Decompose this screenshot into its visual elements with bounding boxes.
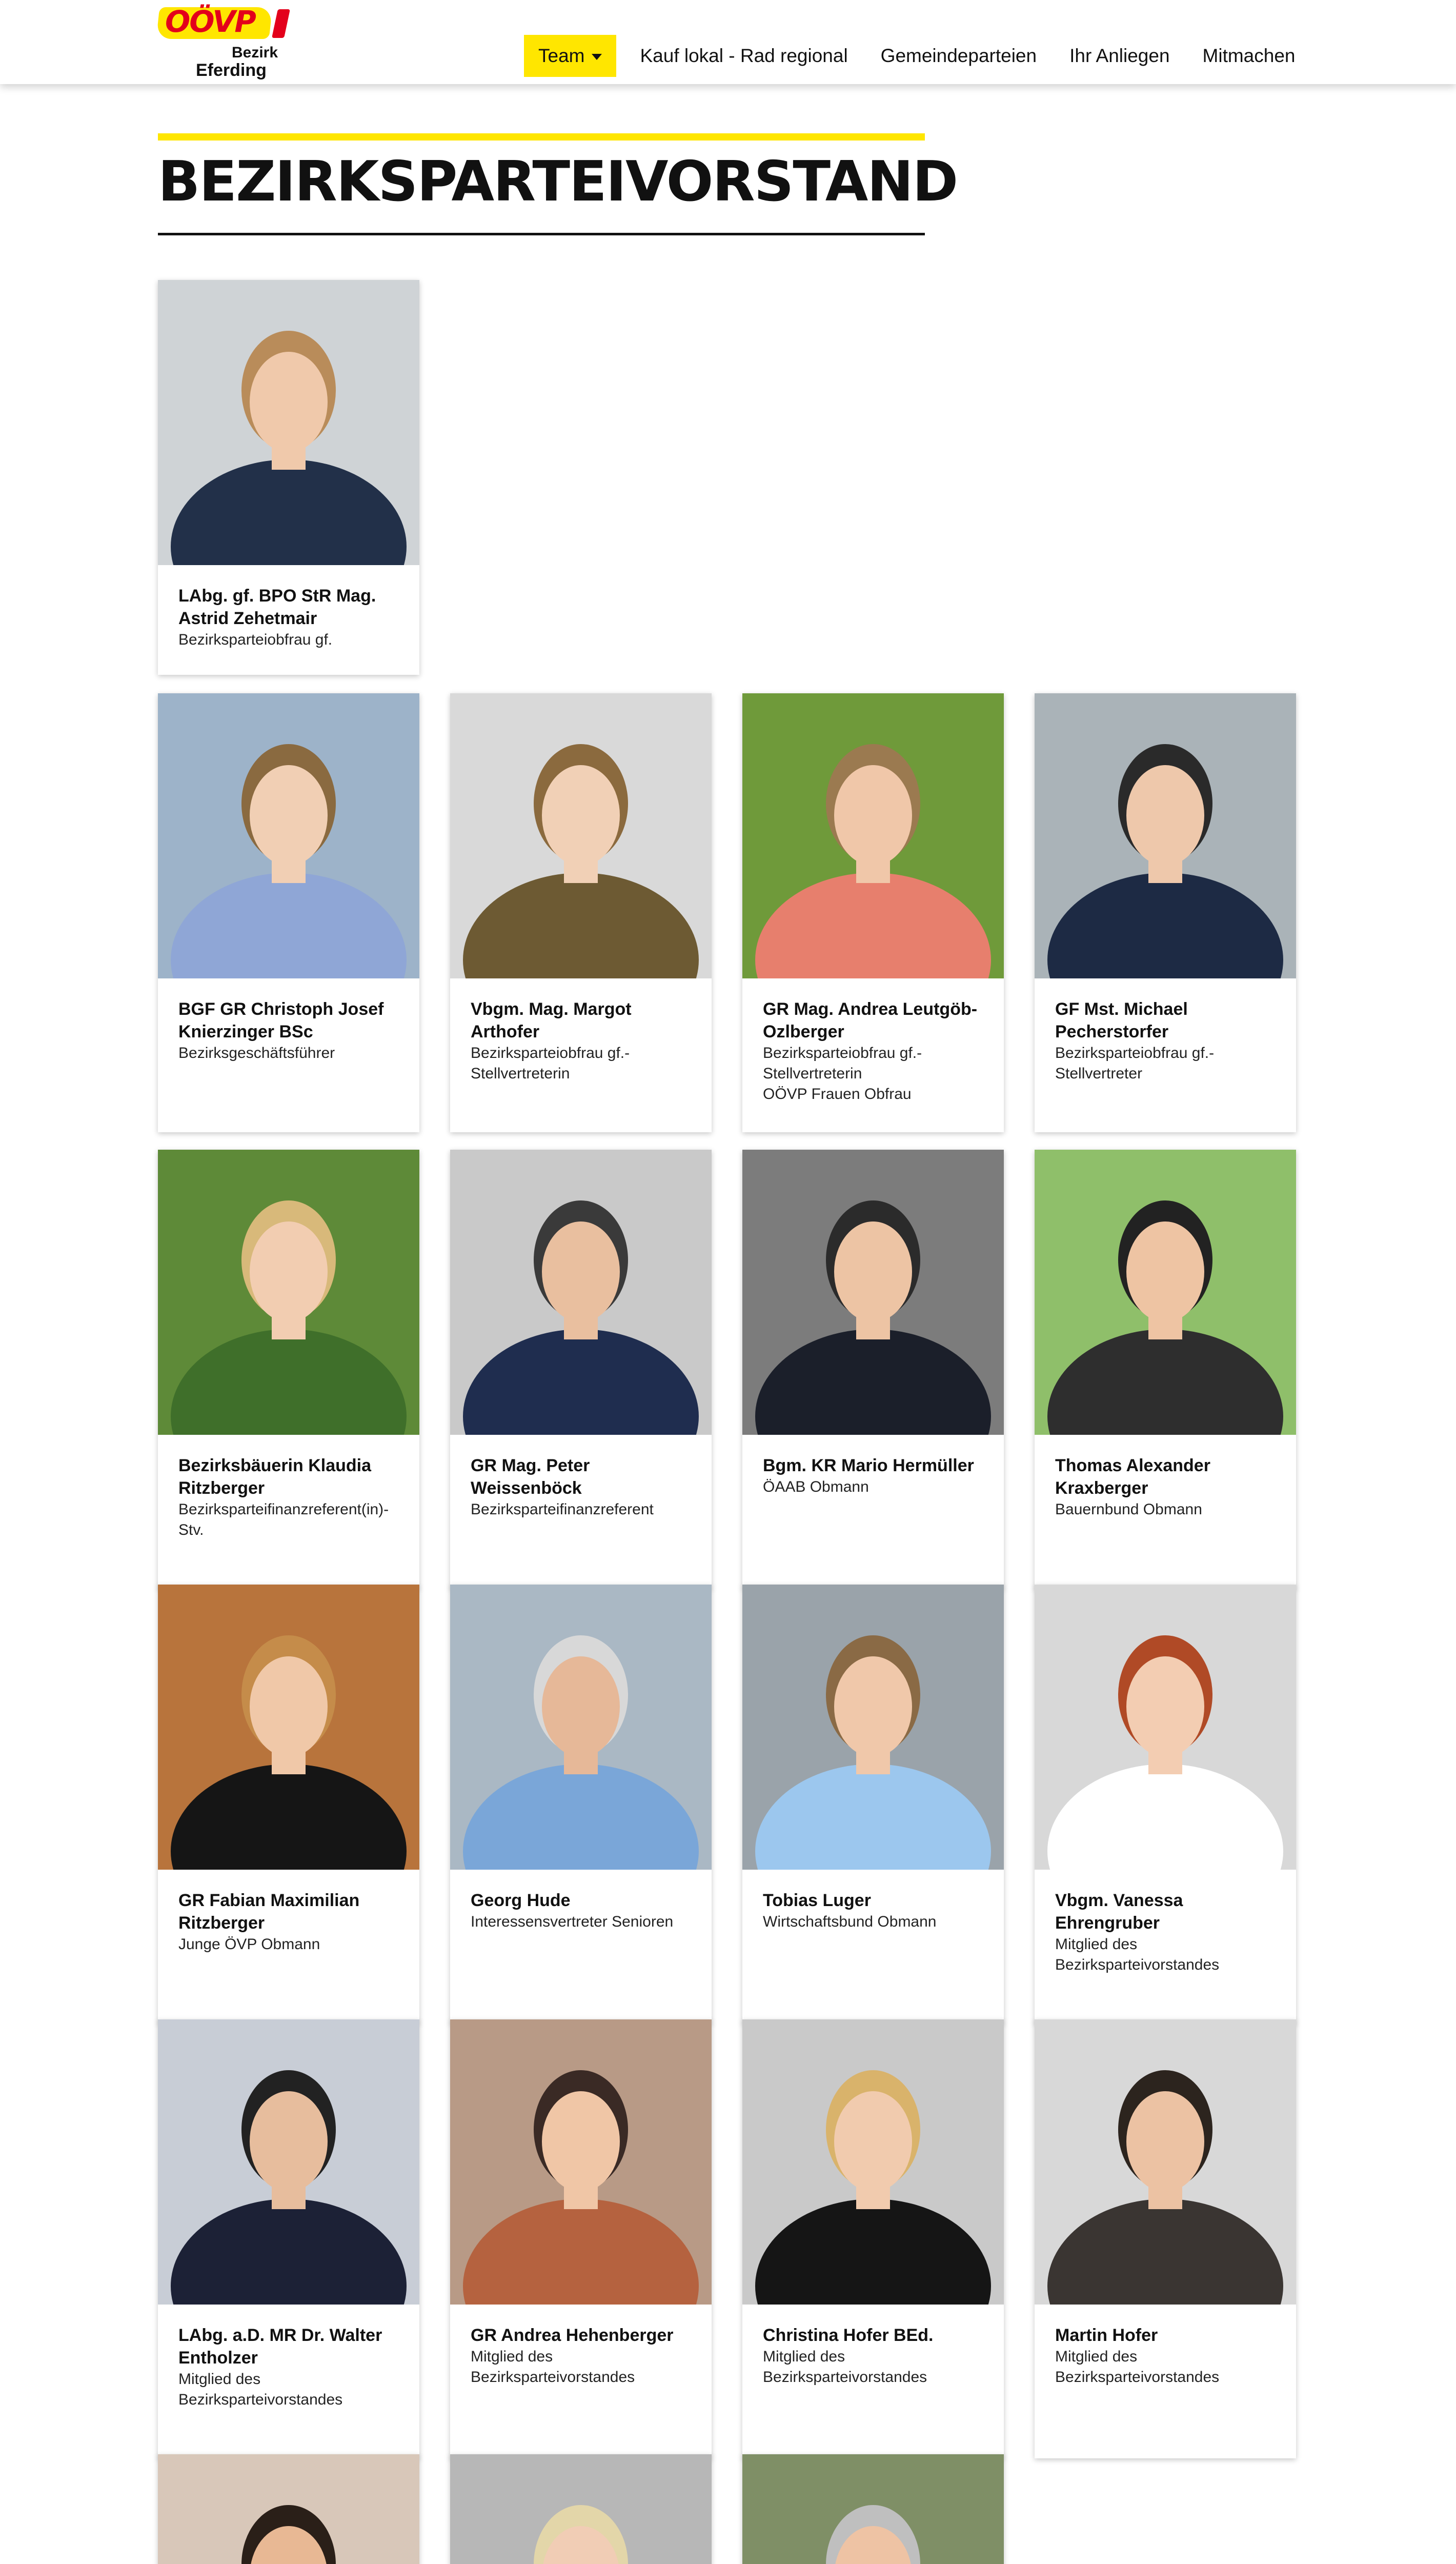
nav-item-kauf-lokal[interactable]: Kauf lokal - Rad regional	[640, 45, 848, 66]
member-name: GR Fabian Maximilian Ritzberger	[178, 1891, 360, 1933]
member-name: GR Andrea Hehenberger	[471, 2326, 674, 2345]
portrait-image	[158, 2454, 419, 2564]
portrait-image	[158, 1585, 419, 1870]
member-name: Tobias Luger	[763, 1891, 871, 1910]
main-nav	[524, 35, 1328, 77]
member-info	[1055, 998, 1281, 1084]
member-info	[763, 1454, 988, 1497]
member-photo	[158, 1150, 419, 1435]
member-name: Bgm. KR Mario Hermüller	[763, 1456, 974, 1475]
page-title: BEZIRKSPARTEIVORSTAND	[158, 150, 958, 214]
member-photo	[1035, 1150, 1296, 1435]
member-photo	[742, 1585, 1004, 1870]
member-info	[178, 2324, 404, 2410]
portrait-image	[158, 280, 419, 565]
member-info	[763, 2324, 988, 2388]
nav-item-gemeindeparteien[interactable]: Gemeindeparteien	[880, 45, 1037, 66]
portrait-image	[158, 2019, 419, 2305]
portrait-image	[742, 2019, 1004, 2305]
title-accent-bar	[158, 133, 925, 141]
portrait-image	[158, 693, 419, 978]
member-info	[1055, 2324, 1281, 2388]
nav-item-mitmachen[interactable]: Mitmachen	[1202, 45, 1296, 66]
member-card	[158, 2019, 419, 2458]
member-info	[471, 1889, 696, 1932]
member-role: Bauernbund Obmann	[1055, 1501, 1202, 1518]
member-card	[158, 2454, 419, 2564]
member-role: Junge ÖVP Obmann	[178, 1936, 320, 1953]
member-card	[742, 1585, 1004, 2024]
member-card	[450, 1150, 712, 1589]
member-role: ÖAAB Obmann	[763, 1478, 869, 1495]
member-photo	[450, 693, 712, 978]
member-card	[742, 693, 1004, 1132]
member-name: Christina Hofer BEd.	[763, 2326, 934, 2345]
member-name: Bezirksbäuerin Klaudia Ritzberger	[178, 1456, 372, 1498]
chevron-down-icon	[592, 54, 602, 60]
member-name: GF Mst. Michael Pecherstorfer	[1055, 999, 1188, 1041]
member-photo	[158, 2019, 419, 2305]
member-info	[1055, 1889, 1281, 1975]
member-name: Thomas Alexander Kraxberger	[1055, 1456, 1210, 1498]
portrait-image	[742, 693, 1004, 978]
logo-line-1: Bezirk	[232, 44, 278, 61]
member-card	[158, 280, 419, 675]
member-card	[158, 1585, 419, 2024]
member-card	[1035, 1585, 1296, 2024]
nav-item-ihr-anliegen[interactable]: Ihr Anliegen	[1069, 45, 1170, 66]
portrait-image	[1035, 2019, 1296, 2305]
member-role: Mitglied des Bezirksparteivorstandes	[763, 2348, 927, 2386]
member-photo	[742, 2454, 1004, 2564]
member-name: Martin Hofer	[1055, 2326, 1158, 2345]
member-info	[178, 1454, 404, 1540]
member-card	[450, 2454, 712, 2564]
member-card	[742, 1150, 1004, 1589]
member-info	[178, 998, 404, 1064]
member-photo	[450, 2454, 712, 2564]
member-info	[178, 585, 404, 650]
portrait-image	[450, 693, 712, 978]
nav-item-label: Team	[538, 45, 585, 66]
member-role: Mitglied des Bezirksparteivorstandes	[1055, 2348, 1220, 2386]
member-role: Bezirksgeschäftsführer	[178, 1045, 335, 1061]
member-photo	[158, 2454, 419, 2564]
member-role: Bezirksparteifinanzreferent(in)-Stv.	[178, 1501, 389, 1538]
portrait-image	[1035, 1585, 1296, 1870]
member-role: Bezirksparteiobfrau gf.- Stellvertreterin OÖVP Frauen Obfrau	[763, 1045, 922, 1103]
member-name: Georg Hude	[471, 1891, 571, 1910]
member-photo	[1035, 1585, 1296, 1870]
member-card	[158, 1150, 419, 1589]
member-name: Vbgm. Vanessa Ehrengruber	[1055, 1891, 1183, 1933]
member-card	[742, 2454, 1004, 2564]
member-card	[1035, 1150, 1296, 1589]
member-photo	[158, 280, 419, 565]
member-role: Bezirksparteifinanzreferent	[471, 1501, 654, 1518]
member-card	[450, 1585, 712, 2024]
member-card	[450, 2019, 712, 2458]
title-underline	[158, 233, 925, 235]
member-photo	[450, 2019, 712, 2305]
member-info	[763, 998, 988, 1105]
portrait-image	[1035, 1150, 1296, 1435]
portrait-image	[742, 1150, 1004, 1435]
member-info	[471, 2324, 696, 2388]
portrait-image	[158, 1150, 419, 1435]
member-name: Vbgm. Mag. Margot Arthofer	[471, 999, 632, 1041]
member-card	[158, 693, 419, 1132]
member-name: GR Mag. Andrea Leutgöb-Ozlberger	[763, 999, 978, 1041]
member-photo	[742, 693, 1004, 978]
member-info	[1055, 1454, 1281, 1520]
member-role: Mitglied des Bezirksparteivorstandes	[1055, 1936, 1220, 1973]
member-info	[471, 998, 696, 1084]
member-name: BGF GR Christoph Josef Knierzinger BSc	[178, 999, 384, 1041]
nav-item-team[interactable]	[524, 35, 616, 77]
member-name: LAbg. a.D. MR Dr. Walter Entholzer	[178, 2326, 382, 2368]
portrait-image	[450, 2454, 712, 2564]
logo-flag-icon	[272, 9, 290, 38]
member-photo	[450, 1150, 712, 1435]
member-photo	[158, 1585, 419, 1870]
member-info	[471, 1454, 696, 1520]
portrait-image	[450, 1150, 712, 1435]
portrait-image	[742, 1585, 1004, 1870]
member-photo	[742, 2019, 1004, 2305]
portrait-image	[450, 1585, 712, 1870]
member-photo	[1035, 693, 1296, 978]
member-role: Bezirksparteiobfrau gf.	[178, 631, 333, 648]
member-photo	[450, 1585, 712, 1870]
logo-brand-text: OÖVP	[165, 4, 255, 39]
member-photo	[1035, 2019, 1296, 2305]
member-card	[742, 2019, 1004, 2458]
portrait-image	[450, 2019, 712, 2305]
member-photo	[158, 693, 419, 978]
member-role: Wirtschaftsbund Obmann	[763, 1913, 937, 1930]
member-card	[450, 693, 712, 1132]
member-role: Mitglied des Bezirksparteivorstandes	[178, 2371, 343, 2408]
member-role: Mitglied des Bezirksparteivorstandes	[471, 2348, 635, 2386]
oevp-logo[interactable]	[158, 4, 291, 80]
member-role: Interessensvertreter Senioren	[471, 1913, 674, 1930]
member-name: LAbg. gf. BPO StR Mag. Astrid Zehetmair	[178, 586, 376, 628]
member-role: Bezirksparteiobfrau gf.-Stellvertreter	[1055, 1045, 1215, 1082]
logo-line-2: Eferding	[196, 61, 267, 80]
member-info	[178, 1889, 404, 1955]
member-name: GR Mag. Peter Weissenböck	[471, 1456, 590, 1498]
member-info	[763, 1889, 988, 1932]
member-card	[1035, 693, 1296, 1132]
portrait-image	[742, 2454, 1004, 2564]
portrait-image	[1035, 693, 1296, 978]
member-photo	[742, 1150, 1004, 1435]
site-header	[0, 0, 1456, 84]
member-card	[1035, 2019, 1296, 2458]
member-role: Bezirksparteiobfrau gf.-Stellvertreterin	[471, 1045, 630, 1082]
